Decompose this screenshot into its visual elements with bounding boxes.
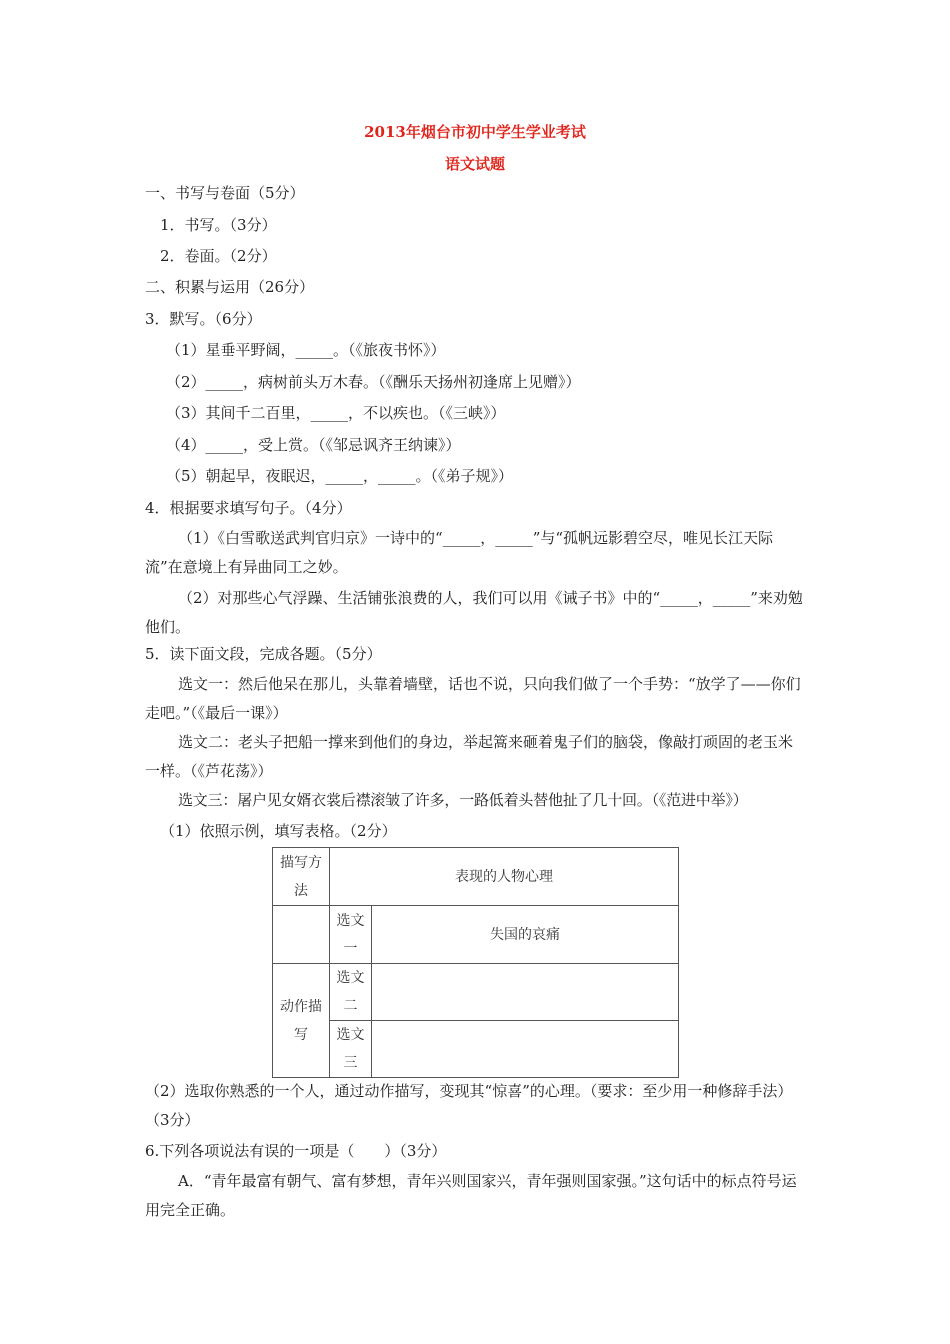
table-answer-cell-2[interactable]: [372, 964, 679, 1021]
question-3-item-3: （3）其间千二百里，_____，不以疾也。（《三峡》）: [166, 404, 506, 422]
section-1-item-1: 1．书写。（3分）: [160, 216, 277, 234]
exam-subtitle: 语文试题: [444, 155, 505, 173]
table-row-label-2: 选文二: [330, 964, 372, 1021]
question-4-part-1: （1）《白雪歌送武判官归京》一诗中的“_____，_____”与“孤帆远影碧空尽，唯见长江天际流”在意境上有异曲同工之妙。: [145, 529, 774, 576]
table-row-label-3: 选文三: [330, 1021, 372, 1078]
question-3-title: 3．默写。（6分）: [145, 310, 262, 328]
exam-title: 2013年烟台市初中学生学业考试: [364, 123, 586, 141]
question-4-title: 4．根据要求填写句子。（4分）: [145, 499, 352, 517]
question-5-sub-2: （2）选取你熟悉的一个人，通过动作描写，变现其“惊喜”的心理。（要求：至少用一种修辞手法）（3分）: [145, 1082, 793, 1129]
table-header-method: 描写方法: [273, 848, 330, 906]
table-cell-example: 失国的哀痛: [372, 906, 679, 964]
question-5-title: 5．读下面文段，完成各题。（5分）: [145, 645, 382, 663]
section-1-item-2: 2．卷面。（2分）: [160, 247, 277, 265]
table-header-psychology: 表现的人物心理: [330, 848, 679, 906]
section-1-heading: 一、书写与卷面（5分）: [145, 184, 305, 202]
table-answer-cell-3[interactable]: [372, 1021, 679, 1078]
question-4-part-2: （2）对那些心气浮躁、生活铺张浪费的人，我们可以用《诫子书》中的“_____，_____”来劝勉他们。: [145, 589, 803, 636]
table-cell-method-blank[interactable]: [273, 906, 330, 964]
passage-3: 选文三：屠户见女婿衣裳后襟滚皱了许多，一路低着头替他扯了几十回。（《范进中举》）: [178, 791, 748, 809]
answer-table: [272, 847, 679, 1078]
question-6-title: 6.下列各项说法有误的一项是（ ）（3分）: [145, 1142, 447, 1160]
question-3-item-1: （1）星垂平野阔，_____。（《旅夜书怀》）: [166, 341, 446, 359]
table-row-label-1: 选文一: [330, 906, 372, 964]
table-cell-action-description: 动作描写: [273, 964, 330, 1078]
question-5-sub-1: （1）依照示例，填写表格。（2分）: [160, 822, 397, 840]
question-3-item-4: （4）_____，受上赏。（《邹忌讽齐王纳谏》）: [166, 436, 461, 454]
passage-1: 选文一：然后他呆在那儿，头靠着墙壁，话也不说，只向我们做了一个手势：“放学了——你们走吧。”（《最后一课》）: [145, 675, 801, 722]
question-3-item-5: （5）朝起早，夜眠迟，_____，_____。（《弟子规》）: [166, 467, 514, 485]
question-6-option-a: A．“青年最富有朝气、富有梦想，青年兴则国家兴，青年强则国家强。”这句话中的标点符号运用完全正确。: [145, 1172, 797, 1219]
section-2-heading: 二、积累与运用（26分）: [145, 278, 315, 296]
question-3-item-2: （2）_____，病树前头万木春。（《酬乐天扬州初逢席上见赠》）: [166, 373, 581, 391]
passage-2: 选文二：老头子把船一撑来到他们的身边，举起篙来砸着鬼子们的脑袋，像敲打顽固的老玉米一样。（《芦花荡》）: [145, 733, 794, 780]
